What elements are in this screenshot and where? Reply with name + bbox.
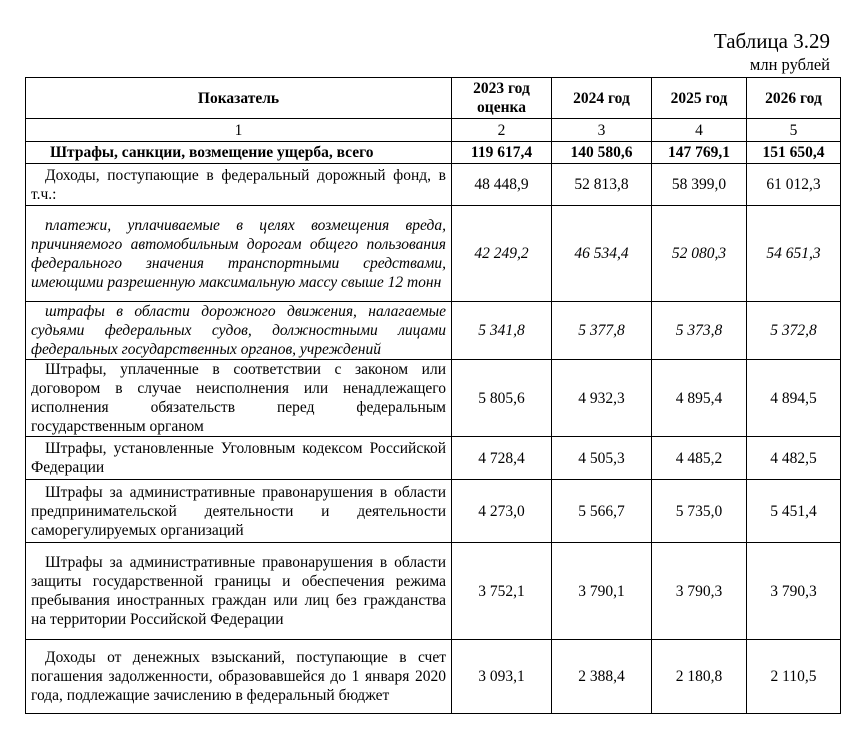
col-header-2025: 2025 год [652, 78, 747, 119]
cell-2025: 58 399,0 [652, 164, 747, 206]
col-number: 3 [552, 119, 652, 142]
row-label: Штрафы, установленные Уголовным кодексом Российской Федерации [26, 437, 452, 480]
row-label: штрафы в области дорожного движения, налагаемые судьями федеральных судов, должностными лицами федеральных государственных органов, учреждений [26, 302, 452, 360]
column-number-row [26, 119, 841, 142]
cell-2024: 140 580,6 [552, 142, 652, 164]
row-label: Штрафы, уплаченные в соответствии с законом или договором в случае неисполнения или ненадлежащего исполнения обязательств перед федеральным государственным органом [26, 360, 452, 437]
cell-2023: 119 617,4 [452, 142, 552, 164]
cell-2026: 61 012,3 [747, 164, 841, 206]
table-row [26, 302, 841, 360]
col-header-2023: 2023 год оценка [452, 78, 552, 119]
row-label: Штрафы за административные правонарушения в области защиты государственной границы и обеспечения режима пребывания иностранных граждан или лиц без гражданства на территории Российской Федерации [26, 543, 452, 640]
col-header-2024: 2024 год [552, 78, 652, 119]
row-label: Доходы от денежных взысканий, поступающие в счет погашения задолженности, образовавшейся до 1 января 2020 года, подлежащие зачислению в федеральный бюджет [26, 640, 452, 714]
cell-2025: 4 485,2 [652, 437, 747, 480]
table-row-total [26, 142, 841, 164]
cell-2026: 54 651,3 [747, 206, 841, 302]
row-label: платежи, уплачиваемые в целях возмещения вреда, причиняемого автомобильным дорогам общего пользования федерального значения транспортными средствами, имеющими разрешенную максимальную массу свыше 12 тонн [26, 206, 452, 302]
header-row [26, 78, 841, 119]
cell-2023: 3 093,1 [452, 640, 552, 714]
cell-2023: 48 448,9 [452, 164, 552, 206]
cell-2025: 4 895,4 [652, 360, 747, 437]
table-caption: Таблица 3.29 [713, 29, 830, 53]
cell-2026: 2 110,5 [747, 640, 841, 714]
row-label: Штрафы за административные правонарушения в области предпринимательской деятельности и деятельности саморегулируемых организаций [26, 480, 452, 543]
cell-2024: 4 505,3 [552, 437, 652, 480]
col-number: 4 [652, 119, 747, 142]
cell-2023: 5 805,6 [452, 360, 552, 437]
table-row [26, 480, 841, 543]
cell-2026: 3 790,3 [747, 543, 841, 640]
col-number: 2 [452, 119, 552, 142]
cell-2023: 42 249,2 [452, 206, 552, 302]
table-row [26, 543, 841, 640]
cell-2024: 5 566,7 [552, 480, 652, 543]
cell-2023: 4 728,4 [452, 437, 552, 480]
cell-2023: 5 341,8 [452, 302, 552, 360]
cell-2024: 52 813,8 [552, 164, 652, 206]
cell-2025: 5 735,0 [652, 480, 747, 543]
cell-2026: 4 894,5 [747, 360, 841, 437]
table-row [26, 164, 841, 206]
cell-2023: 4 273,0 [452, 480, 552, 543]
cell-2024: 4 932,3 [552, 360, 652, 437]
row-label: Доходы, поступающие в федеральный дорожный фонд, в т.ч.: [26, 164, 452, 206]
cell-2025: 2 180,8 [652, 640, 747, 714]
cell-2025: 5 373,8 [652, 302, 747, 360]
col-header-2026: 2026 год [747, 78, 841, 119]
cell-2024: 46 534,4 [552, 206, 652, 302]
revenue-table [25, 77, 841, 714]
cell-2023: 3 752,1 [452, 543, 552, 640]
col-header-indicator: Показатель [26, 78, 452, 119]
unit-label: млн рублей [749, 55, 830, 74]
cell-2024: 3 790,1 [552, 543, 652, 640]
cell-2025: 3 790,3 [652, 543, 747, 640]
cell-2024: 2 388,4 [552, 640, 652, 714]
cell-2024: 5 377,8 [552, 302, 652, 360]
cell-2025: 52 080,3 [652, 206, 747, 302]
cell-2026: 5 451,4 [747, 480, 841, 543]
col-number: 5 [747, 119, 841, 142]
table-row [26, 206, 841, 302]
col-number: 1 [26, 119, 452, 142]
cell-2026: 5 372,8 [747, 302, 841, 360]
cell-2026: 4 482,5 [747, 437, 841, 480]
table-row [26, 360, 841, 437]
cell-2025: 147 769,1 [652, 142, 747, 164]
cell-2026: 151 650,4 [747, 142, 841, 164]
table-row [26, 437, 841, 480]
row-label: Штрафы, санкции, возмещение ущерба, всего [26, 142, 452, 164]
table-row [26, 640, 841, 714]
